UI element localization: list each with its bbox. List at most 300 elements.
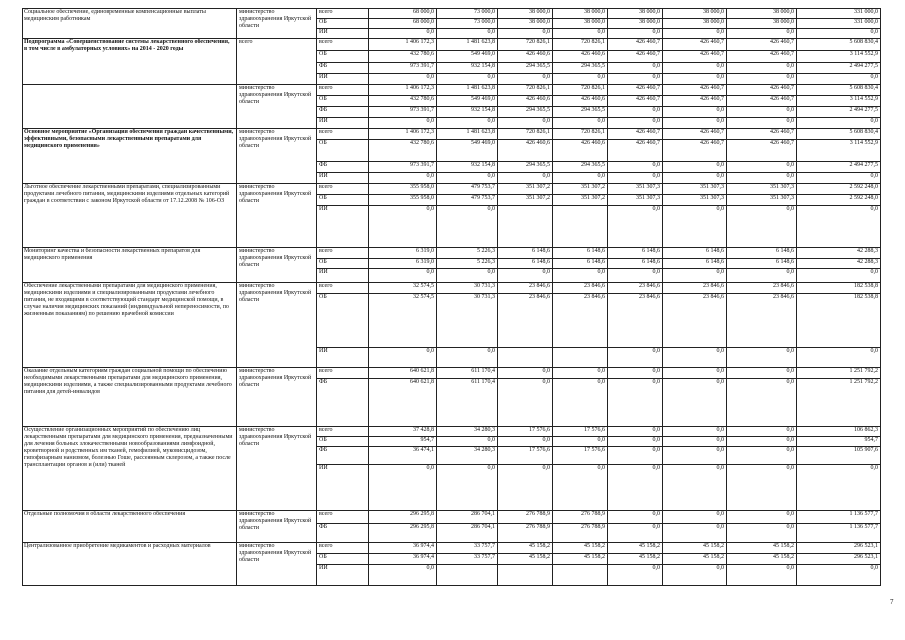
year-amount: 611 170,4 bbox=[437, 379, 498, 427]
year-amount: 0,0 bbox=[727, 269, 797, 283]
program-name: Основное мероприятие «Организация обеспечения граждан качественными, эффективными, безопасными лекарственными препаратами для медицинского применения» bbox=[23, 129, 237, 184]
year-amount: 34 280,3 bbox=[437, 447, 498, 465]
total-amount: 0,0 bbox=[797, 173, 881, 184]
funding-source: ОБ bbox=[317, 51, 369, 63]
budget-table bbox=[22, 8, 881, 586]
table-row bbox=[23, 427, 881, 437]
year-amount: 426 460,6 bbox=[498, 51, 553, 63]
year-amount: 0,0 bbox=[608, 379, 663, 427]
year-amount: 38 000,0 bbox=[553, 19, 608, 29]
funding-source: ОБ bbox=[317, 259, 369, 269]
funding-source: ИИ bbox=[317, 565, 369, 586]
year-amount: 0,0 bbox=[498, 465, 553, 511]
year-amount: 68 000,0 bbox=[369, 9, 437, 19]
year-amount: 296 295,8 bbox=[369, 511, 437, 524]
year-amount: 351 307,2 bbox=[498, 184, 553, 195]
year-amount bbox=[553, 348, 608, 368]
year-amount: 0,0 bbox=[608, 173, 663, 184]
year-amount: 426 460,7 bbox=[727, 140, 797, 162]
year-amount: 0,0 bbox=[369, 269, 437, 283]
funding-source: ФБ bbox=[317, 63, 369, 74]
program-name: Отдельные полномочия в области лекарственного обеспечения bbox=[23, 511, 237, 543]
total-amount: 1 251 792,2 bbox=[797, 379, 881, 427]
year-amount: 0,0 bbox=[608, 427, 663, 437]
year-amount: 640 621,8 bbox=[369, 368, 437, 379]
year-amount: 932 154,8 bbox=[437, 107, 498, 118]
year-amount: 0,0 bbox=[608, 107, 663, 118]
year-amount: 23 846,6 bbox=[553, 283, 608, 294]
total-amount: 954,7 bbox=[797, 437, 881, 447]
year-amount: 6 148,6 bbox=[553, 248, 608, 259]
funding-source: всего bbox=[317, 129, 369, 140]
total-amount: 5 608 830,4 bbox=[797, 39, 881, 51]
total-amount: 296 523,1 bbox=[797, 554, 881, 565]
total-amount: 2 494 277,5 bbox=[797, 107, 881, 118]
year-amount: 351 307,3 bbox=[663, 184, 727, 195]
year-amount: 0,0 bbox=[553, 269, 608, 283]
year-amount: 0,0 bbox=[608, 118, 663, 129]
year-amount: 426 460,7 bbox=[727, 96, 797, 107]
year-amount: 426 460,7 bbox=[608, 85, 663, 96]
year-amount: 426 460,6 bbox=[498, 140, 553, 162]
year-amount: 276 788,9 bbox=[553, 511, 608, 524]
funding-source: ИИ bbox=[317, 173, 369, 184]
funding-source: ОБ bbox=[317, 96, 369, 107]
year-amount: 23 846,6 bbox=[608, 283, 663, 294]
responsible-executor: министерство здравоохранения Иркутской области bbox=[237, 283, 317, 368]
year-amount: 0,0 bbox=[437, 118, 498, 129]
year-amount: 34 280,3 bbox=[437, 427, 498, 437]
year-amount: 0,0 bbox=[727, 29, 797, 39]
total-amount: 42 288,3 bbox=[797, 248, 881, 259]
year-amount: 0,0 bbox=[498, 379, 553, 427]
year-amount: 0,0 bbox=[727, 437, 797, 447]
year-amount: 6 148,6 bbox=[608, 248, 663, 259]
total-amount: 0,0 bbox=[797, 29, 881, 39]
year-amount: 351 307,3 bbox=[727, 195, 797, 206]
responsible-executor: министерство здравоохранения Иркутской области bbox=[237, 248, 317, 283]
year-amount: 0,0 bbox=[663, 524, 727, 543]
funding-source: всего bbox=[317, 511, 369, 524]
year-amount: 426 460,7 bbox=[663, 39, 727, 51]
funding-source: ОБ bbox=[317, 294, 369, 348]
year-amount: 45 158,2 bbox=[608, 554, 663, 565]
year-amount: 0,0 bbox=[608, 565, 663, 586]
year-amount: 932 154,8 bbox=[437, 162, 498, 173]
year-amount: 0,0 bbox=[727, 379, 797, 427]
year-amount: 0,0 bbox=[608, 524, 663, 543]
funding-source: всего bbox=[317, 543, 369, 554]
year-amount: 0,0 bbox=[663, 269, 727, 283]
year-amount: 0,0 bbox=[608, 74, 663, 85]
funding-source: ОБ bbox=[317, 140, 369, 162]
year-amount: 0,0 bbox=[437, 437, 498, 447]
year-amount: 38 000,0 bbox=[498, 19, 553, 29]
funding-source: всего bbox=[317, 85, 369, 96]
year-amount: 32 574,5 bbox=[369, 294, 437, 348]
year-amount: 6 148,6 bbox=[553, 259, 608, 269]
total-amount: 0,0 bbox=[797, 465, 881, 511]
total-amount: 0,0 bbox=[797, 118, 881, 129]
funding-source: ИИ bbox=[317, 269, 369, 283]
year-amount: 0,0 bbox=[663, 437, 727, 447]
year-amount: 30 731,3 bbox=[437, 294, 498, 348]
year-amount: 73 000,0 bbox=[437, 19, 498, 29]
year-amount: 0,0 bbox=[369, 206, 437, 248]
year-amount: 294 365,5 bbox=[498, 162, 553, 173]
year-amount: 611 170,4 bbox=[437, 368, 498, 379]
total-amount: 331 000,0 bbox=[797, 19, 881, 29]
year-amount: 426 460,7 bbox=[663, 51, 727, 63]
year-amount: 276 788,9 bbox=[553, 524, 608, 543]
year-amount: 286 704,1 bbox=[437, 511, 498, 524]
year-amount: 0,0 bbox=[608, 511, 663, 524]
program-name: Централизованное приобретение медикаментов и расходных материалов bbox=[23, 543, 237, 586]
year-amount: 355 958,0 bbox=[369, 195, 437, 206]
year-amount: 294 365,5 bbox=[553, 162, 608, 173]
year-amount: 6 319,0 bbox=[369, 248, 437, 259]
total-amount: 1 251 792,2 bbox=[797, 368, 881, 379]
total-amount: 331 000,0 bbox=[797, 9, 881, 19]
program-name bbox=[23, 85, 237, 129]
total-amount: 2 494 277,5 bbox=[797, 162, 881, 173]
year-amount: 0,0 bbox=[608, 206, 663, 248]
year-amount: 38 000,0 bbox=[498, 9, 553, 19]
year-amount bbox=[498, 348, 553, 368]
responsible-executor: всего bbox=[237, 39, 317, 85]
total-amount: 105 907,6 bbox=[797, 447, 881, 465]
year-amount: 0,0 bbox=[608, 437, 663, 447]
total-amount: 5 608 830,4 bbox=[797, 129, 881, 140]
year-amount: 0,0 bbox=[608, 348, 663, 368]
year-amount: 36 974,4 bbox=[369, 554, 437, 565]
year-amount: 426 460,6 bbox=[498, 96, 553, 107]
total-amount: 0,0 bbox=[797, 269, 881, 283]
year-amount: 0,0 bbox=[369, 465, 437, 511]
year-amount: 0,0 bbox=[553, 465, 608, 511]
year-amount: 954,7 bbox=[369, 437, 437, 447]
program-name: Социальное обеспечение, единовременные компенсационные выплаты медицинским работникам bbox=[23, 9, 237, 39]
year-amount: 5 226,3 bbox=[437, 259, 498, 269]
year-amount: 0,0 bbox=[663, 63, 727, 74]
year-amount: 0,0 bbox=[727, 107, 797, 118]
year-amount: 17 576,6 bbox=[498, 447, 553, 465]
funding-source: ФБ bbox=[317, 162, 369, 173]
total-amount: 5 608 830,4 bbox=[797, 85, 881, 96]
funding-source: всего bbox=[317, 39, 369, 51]
year-amount: 426 460,7 bbox=[727, 51, 797, 63]
year-amount: 0,0 bbox=[553, 379, 608, 427]
year-amount: 0,0 bbox=[437, 269, 498, 283]
funding-source: ИИ bbox=[317, 465, 369, 511]
responsible-executor: министерство здравоохранения Иркутской области bbox=[237, 511, 317, 543]
year-amount: 38 000,0 bbox=[663, 19, 727, 29]
year-amount: 0,0 bbox=[553, 368, 608, 379]
total-amount: 0,0 bbox=[797, 206, 881, 248]
year-amount: 33 757,7 bbox=[437, 543, 498, 554]
year-amount: 0,0 bbox=[663, 511, 727, 524]
year-amount: 0,0 bbox=[498, 74, 553, 85]
year-amount: 0,0 bbox=[663, 447, 727, 465]
year-amount: 426 460,7 bbox=[663, 85, 727, 96]
year-amount: 0,0 bbox=[498, 118, 553, 129]
year-amount: 0,0 bbox=[663, 368, 727, 379]
year-amount: 296 295,8 bbox=[369, 524, 437, 543]
year-amount: 17 576,6 bbox=[553, 447, 608, 465]
year-amount: 351 307,2 bbox=[553, 184, 608, 195]
year-amount: 0,0 bbox=[663, 162, 727, 173]
funding-source: всего bbox=[317, 9, 369, 19]
year-amount: 0,0 bbox=[663, 565, 727, 586]
year-amount: 0,0 bbox=[498, 368, 553, 379]
year-amount bbox=[498, 206, 553, 248]
funding-source: ОБ bbox=[317, 195, 369, 206]
year-amount: 351 307,2 bbox=[498, 195, 553, 206]
total-amount: 182 538,8 bbox=[797, 283, 881, 294]
year-amount: 0,0 bbox=[727, 447, 797, 465]
year-amount: 549 469,0 bbox=[437, 96, 498, 107]
year-amount bbox=[553, 206, 608, 248]
funding-source: всего bbox=[317, 248, 369, 259]
year-amount: 426 460,7 bbox=[608, 140, 663, 162]
year-amount: 33 757,7 bbox=[437, 554, 498, 565]
year-amount: 1 481 623,8 bbox=[437, 39, 498, 51]
year-amount: 286 704,1 bbox=[437, 524, 498, 543]
year-amount: 0,0 bbox=[663, 348, 727, 368]
total-amount: 1 136 577,7 bbox=[797, 511, 881, 524]
year-amount: 0,0 bbox=[663, 173, 727, 184]
year-amount: 0,0 bbox=[608, 465, 663, 511]
year-amount: 426 460,6 bbox=[553, 96, 608, 107]
year-amount: 0,0 bbox=[437, 206, 498, 248]
year-amount: 0,0 bbox=[727, 74, 797, 85]
year-amount: 0,0 bbox=[553, 74, 608, 85]
year-amount: 17 576,6 bbox=[498, 427, 553, 437]
year-amount bbox=[437, 565, 498, 586]
year-amount: 1 406 172,3 bbox=[369, 129, 437, 140]
year-amount: 549 469,0 bbox=[437, 140, 498, 162]
year-amount: 1 406 172,3 bbox=[369, 85, 437, 96]
year-amount: 30 731,3 bbox=[437, 283, 498, 294]
year-amount: 0,0 bbox=[498, 29, 553, 39]
responsible-executor: министерство здравоохранения Иркутской области bbox=[237, 427, 317, 511]
funding-source: ФБ bbox=[317, 107, 369, 118]
year-amount: 73 000,0 bbox=[437, 9, 498, 19]
year-amount: 426 460,7 bbox=[663, 140, 727, 162]
funding-source: всего bbox=[317, 368, 369, 379]
table-row bbox=[23, 248, 881, 259]
total-amount: 3 114 552,9 bbox=[797, 140, 881, 162]
year-amount: 0,0 bbox=[498, 437, 553, 447]
funding-source: ОБ bbox=[317, 437, 369, 447]
year-amount: 351 307,3 bbox=[608, 195, 663, 206]
funding-source: ИИ bbox=[317, 206, 369, 248]
year-amount: 0,0 bbox=[663, 118, 727, 129]
year-amount: 32 574,5 bbox=[369, 283, 437, 294]
table-row bbox=[23, 184, 881, 195]
year-amount: 0,0 bbox=[369, 565, 437, 586]
year-amount: 0,0 bbox=[727, 63, 797, 74]
program-name: Льготное обеспечение лекарственными препаратами, специализированными продуктами лечебного питания, медицинскими изделиями отдельных категорий граждан в соответствии с законом Иркутской области от 17.12.2008 № 106-ОЗ bbox=[23, 184, 237, 248]
total-amount: 296 523,1 bbox=[797, 543, 881, 554]
year-amount: 640 621,8 bbox=[369, 379, 437, 427]
year-amount: 720 826,1 bbox=[498, 85, 553, 96]
year-amount: 0,0 bbox=[608, 29, 663, 39]
year-amount: 6 148,6 bbox=[498, 259, 553, 269]
year-amount: 0,0 bbox=[663, 465, 727, 511]
year-amount: 932 154,8 bbox=[437, 63, 498, 74]
responsible-executor: министерство здравоохранения Иркутской области bbox=[237, 368, 317, 427]
year-amount: 23 846,6 bbox=[663, 294, 727, 348]
year-amount: 973 391,7 bbox=[369, 162, 437, 173]
year-amount: 426 460,7 bbox=[608, 96, 663, 107]
year-amount: 432 780,6 bbox=[369, 51, 437, 63]
year-amount: 0,0 bbox=[369, 348, 437, 368]
year-amount: 0,0 bbox=[369, 118, 437, 129]
year-amount: 6 148,6 bbox=[608, 259, 663, 269]
table-row bbox=[23, 283, 881, 294]
year-amount: 45 158,2 bbox=[553, 543, 608, 554]
responsible-executor: министерство здравоохранения Иркутской области bbox=[237, 9, 317, 39]
year-amount: 23 846,6 bbox=[727, 294, 797, 348]
year-amount: 0,0 bbox=[553, 173, 608, 184]
year-amount: 45 158,2 bbox=[498, 543, 553, 554]
year-amount: 0,0 bbox=[498, 173, 553, 184]
year-amount: 36 974,4 bbox=[369, 543, 437, 554]
year-amount: 0,0 bbox=[663, 379, 727, 427]
total-amount: 42 288,3 bbox=[797, 259, 881, 269]
year-amount: 479 753,7 bbox=[437, 195, 498, 206]
year-amount: 38 000,0 bbox=[663, 9, 727, 19]
total-amount: 2 592 248,0 bbox=[797, 184, 881, 195]
total-amount: 1 136 577,7 bbox=[797, 524, 881, 543]
responsible-executor: министерство здравоохранения Иркутской области bbox=[237, 85, 317, 129]
funding-source: ИИ bbox=[317, 74, 369, 85]
year-amount: 0,0 bbox=[727, 511, 797, 524]
year-amount: 0,0 bbox=[437, 465, 498, 511]
year-amount: 973 391,7 bbox=[369, 107, 437, 118]
total-amount: 106 862,3 bbox=[797, 427, 881, 437]
year-amount: 5 226,3 bbox=[437, 248, 498, 259]
year-amount: 0,0 bbox=[727, 118, 797, 129]
year-amount: 0,0 bbox=[727, 524, 797, 543]
table-row bbox=[23, 39, 881, 51]
year-amount: 0,0 bbox=[437, 173, 498, 184]
total-amount: 3 114 552,9 bbox=[797, 51, 881, 63]
year-amount: 6 148,6 bbox=[663, 259, 727, 269]
funding-source: ФБ bbox=[317, 379, 369, 427]
year-amount: 720 826,1 bbox=[498, 129, 553, 140]
year-amount: 6 148,6 bbox=[727, 248, 797, 259]
year-amount: 45 158,2 bbox=[727, 554, 797, 565]
year-amount: 0,0 bbox=[663, 206, 727, 248]
year-amount: 0,0 bbox=[727, 206, 797, 248]
year-amount: 426 460,7 bbox=[608, 129, 663, 140]
funding-source: всего bbox=[317, 283, 369, 294]
year-amount: 0,0 bbox=[727, 465, 797, 511]
year-amount: 0,0 bbox=[727, 162, 797, 173]
year-amount: 426 460,7 bbox=[608, 39, 663, 51]
responsible-executor: министерство здравоохранения Иркутской области bbox=[237, 129, 317, 184]
year-amount: 0,0 bbox=[553, 29, 608, 39]
year-amount: 426 460,7 bbox=[727, 129, 797, 140]
year-amount: 720 826,1 bbox=[553, 85, 608, 96]
year-amount: 426 460,7 bbox=[663, 96, 727, 107]
year-amount: 0,0 bbox=[663, 107, 727, 118]
responsible-executor: министерство здравоохранения Иркутской области bbox=[237, 184, 317, 248]
year-amount: 38 000,0 bbox=[553, 9, 608, 19]
year-amount: 45 158,2 bbox=[663, 543, 727, 554]
year-amount bbox=[498, 565, 553, 586]
year-amount: 45 158,2 bbox=[498, 554, 553, 565]
year-amount: 426 460,7 bbox=[727, 39, 797, 51]
total-amount: 3 114 552,9 bbox=[797, 96, 881, 107]
year-amount: 0,0 bbox=[727, 173, 797, 184]
year-amount: 45 158,2 bbox=[727, 543, 797, 554]
year-amount: 351 307,3 bbox=[663, 195, 727, 206]
year-amount: 479 753,7 bbox=[437, 184, 498, 195]
table-row bbox=[23, 129, 881, 140]
page-number: 7 bbox=[890, 598, 894, 606]
year-amount: 38 000,0 bbox=[727, 19, 797, 29]
program-name: Подпрограмма «Совершенствование системы лекарственного обеспечения, в том числе в амбулаторных условиях» на 2014 - 2020 годы bbox=[23, 39, 237, 85]
year-amount: 1 481 623,8 bbox=[437, 129, 498, 140]
program-name: Обеспечение лекарственными препаратами для медицинского применения, медицинскими изделиями и специализированными продуктами лечебного питания, не входящими в соответствующий стандарт медицинской помощи, в случае наличия медицинских показаний (индивидуальной непереносимости, по жизненным показаниям) по решению врачебной комиссии bbox=[23, 283, 237, 368]
year-amount: 0,0 bbox=[498, 269, 553, 283]
year-amount: 426 460,6 bbox=[553, 140, 608, 162]
table-row bbox=[23, 85, 881, 96]
program-name: Мониторинг качества и безопасности лекарственных препаратов для медицинского применения bbox=[23, 248, 237, 283]
year-amount: 351 307,2 bbox=[553, 195, 608, 206]
year-amount: 23 846,6 bbox=[498, 283, 553, 294]
year-amount: 351 307,3 bbox=[608, 184, 663, 195]
year-amount: 23 846,6 bbox=[608, 294, 663, 348]
funding-source: ОБ bbox=[317, 19, 369, 29]
year-amount: 432 780,6 bbox=[369, 140, 437, 162]
total-amount: 0,0 bbox=[797, 348, 881, 368]
table-row bbox=[23, 511, 881, 524]
year-amount: 294 365,5 bbox=[553, 63, 608, 74]
year-amount: 45 158,2 bbox=[553, 554, 608, 565]
table-row bbox=[23, 543, 881, 554]
year-amount: 1 481 623,8 bbox=[437, 85, 498, 96]
year-amount: 37 428,8 bbox=[369, 427, 437, 437]
year-amount: 0,0 bbox=[369, 29, 437, 39]
total-amount: 0,0 bbox=[797, 74, 881, 85]
year-amount: 294 365,5 bbox=[498, 107, 553, 118]
funding-source: ИИ bbox=[317, 348, 369, 368]
year-amount: 23 846,6 bbox=[663, 283, 727, 294]
year-amount: 720 826,1 bbox=[553, 129, 608, 140]
year-amount: 0,0 bbox=[437, 348, 498, 368]
year-amount: 45 158,2 bbox=[663, 554, 727, 565]
year-amount: 0,0 bbox=[437, 29, 498, 39]
year-amount: 351 307,3 bbox=[727, 184, 797, 195]
program-name: Оказание отдельным категориям граждан социальной помощи по обеспечению необходимыми лекарственными препаратами для медицинского применения, медицинскими изделиями, а также специализированными продуктами лечебного питания для детей-инвалидов bbox=[23, 368, 237, 427]
year-amount: 23 846,6 bbox=[498, 294, 553, 348]
year-amount: 0,0 bbox=[608, 368, 663, 379]
year-amount: 426 460,6 bbox=[553, 51, 608, 63]
year-amount: 720 826,1 bbox=[498, 39, 553, 51]
year-amount: 973 391,7 bbox=[369, 63, 437, 74]
funding-source: ОБ bbox=[317, 554, 369, 565]
year-amount: 23 846,6 bbox=[727, 283, 797, 294]
year-amount: 68 000,0 bbox=[369, 19, 437, 29]
year-amount: 0,0 bbox=[727, 348, 797, 368]
year-amount: 276 788,9 bbox=[498, 511, 553, 524]
year-amount: 23 846,6 bbox=[553, 294, 608, 348]
funding-source: ФБ bbox=[317, 447, 369, 465]
